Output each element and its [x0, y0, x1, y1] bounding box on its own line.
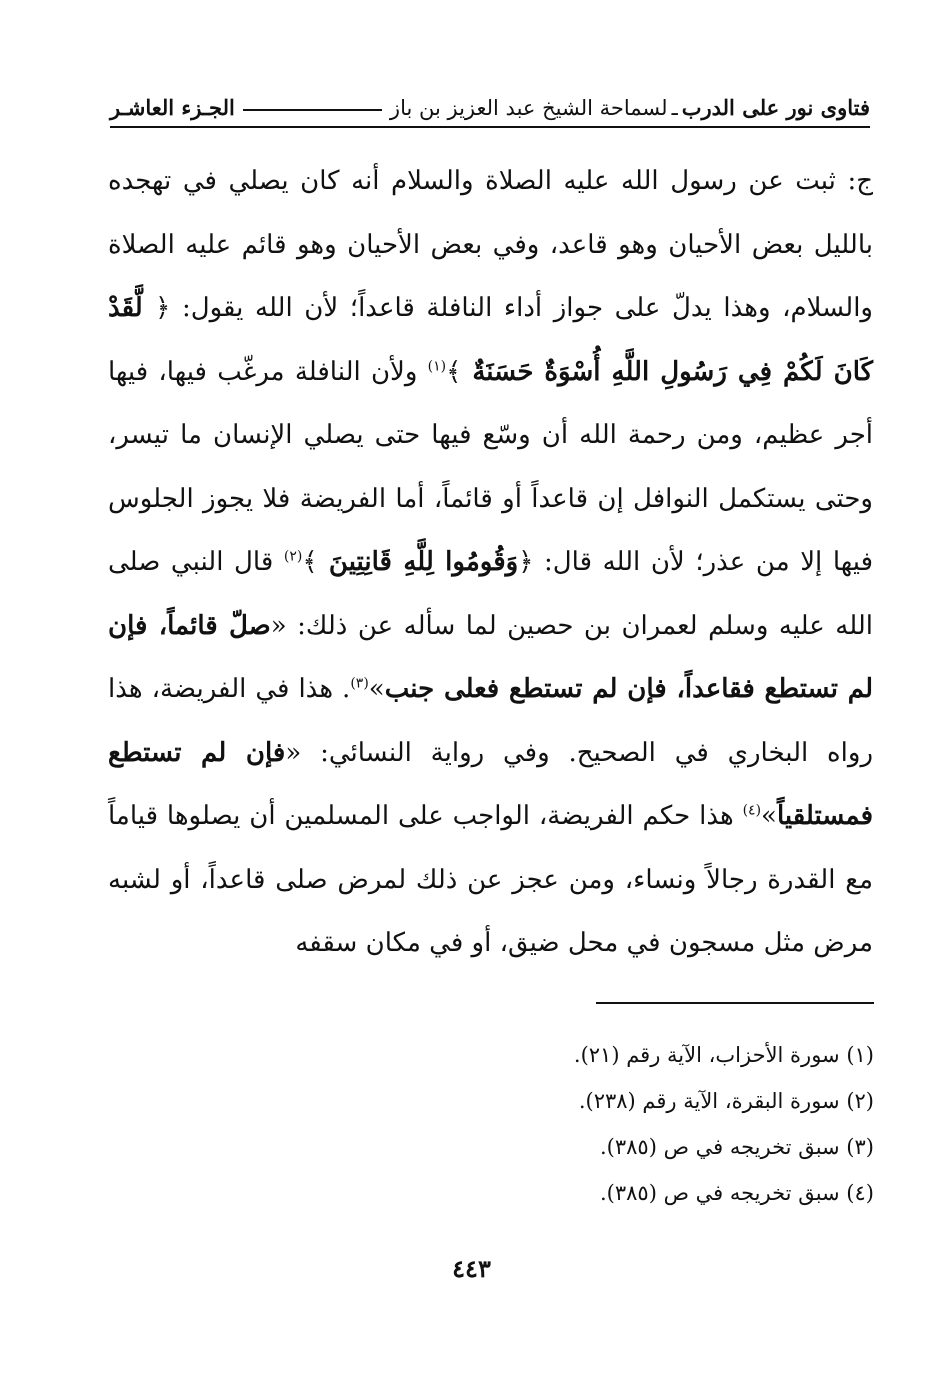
- author-line: لسماحة الشيخ عبد العزيز بن باز: [389, 96, 668, 120]
- answer-text-4: . هذا في الفريضة، هذا رواه البخاري في الصحيح. وفي رواية النسائي: «: [108, 674, 873, 768]
- footnote-3: (٣) سبق تخريجه في ص (٣٨٥).: [600, 1135, 874, 1159]
- volume-label: الجـزء العاشـر: [110, 95, 235, 120]
- quran-bracket-open: ﴿: [155, 293, 171, 323]
- page-number: ٤٤٣: [452, 1254, 491, 1283]
- footnotes: [400, 1032, 874, 1216]
- footnote-marker-2: (٢): [283, 548, 303, 565]
- header-separator: ـ: [671, 96, 678, 120]
- quran-verse-2: [302, 547, 533, 577]
- quran-verse-text-2: وَقُومُوا لِلَّهِ قَانِتِينَ: [317, 547, 519, 577]
- header-rule: [110, 126, 870, 128]
- footnote-1: (١) سورة الأحزاب، الآية رقم (٢١).: [573, 1043, 874, 1067]
- answer-text-5: هذا حكم الفريضة، الواجب على المسلمين أن يصلوها قياماً مع القدرة رجالاً ونساء، ومن عجز عن ذلك لمرض صلى قاعداً، أو لشبه مرض مثل مسجون في محل ضيق، أو في مكان سقفه: [108, 801, 873, 958]
- header-inline-rule: [243, 109, 382, 111]
- answer-text-3: قال النبي صلى الله عليه وسلم لعمران بن حصين لما سأله عن ذلك: «: [108, 547, 873, 641]
- quran-verse-text-1: لَّقَدْ كَانَ لَكُمْ فِي رَسُولِ اللَّهِ أُسْوَةٌ حَسَنَةٌ: [108, 293, 873, 387]
- answer-text-2: ولأن النافلة مرغّب فيها، فيها أجر عظيم، ومن رحمة الله أن وسّع فيها حتى يصلي الإنسان ما تيسر، وحتى يستكمل النوافل إن قاعداً أو قائماً، أما الفريضة فلا يجوز الجلوس فيها إلا من عذر؛ لأن الله قال:: [108, 356, 874, 577]
- quran-bracket-open: ﴿: [518, 547, 534, 577]
- footnote-marker-1: (١): [427, 357, 447, 374]
- running-header: [110, 84, 870, 120]
- footnote-4: (٤) سبق تخريجه في ص (٣٨٥).: [600, 1181, 874, 1205]
- quran-bracket-close: ﴾: [446, 356, 462, 387]
- hadith-quote-close-1: »: [368, 674, 385, 704]
- main-text: [108, 150, 873, 976]
- fatwa-paragraph: [108, 150, 873, 976]
- hadith-quote-close-2: »: [761, 801, 777, 831]
- hadith-quote-1: صلّ قائماً، فإن لم تستطع فقاعداً، فإن لم تستطع فعلى جنب: [108, 610, 873, 704]
- answer-text-1: ج: ثبت عن رسول الله عليه الصلاة والسلام أنه كان يصلي في تهجده بالليل بعض الأحيان وهو قاعد، وفي بعض الأحيان وهو قائم عليه الصلاة والسلام، وهذا يدلّ على جواز أداء النافلة قاعداً؛ لأن الله يقول:: [108, 166, 873, 323]
- hadith-quote-2: فإن لم تستطع فمستلقياً: [108, 737, 873, 831]
- footnote-marker-4: (٤): [742, 802, 762, 819]
- footnote-2: (٢) سورة البقرة، الآية رقم (٢٣٨).: [578, 1089, 874, 1113]
- quran-bracket-close: ﴾: [302, 547, 318, 577]
- footnote-rule: [596, 1002, 874, 1004]
- book-title: فتاوى نور على الدرب: [681, 95, 870, 120]
- footnote-marker-3: (٣): [350, 675, 369, 692]
